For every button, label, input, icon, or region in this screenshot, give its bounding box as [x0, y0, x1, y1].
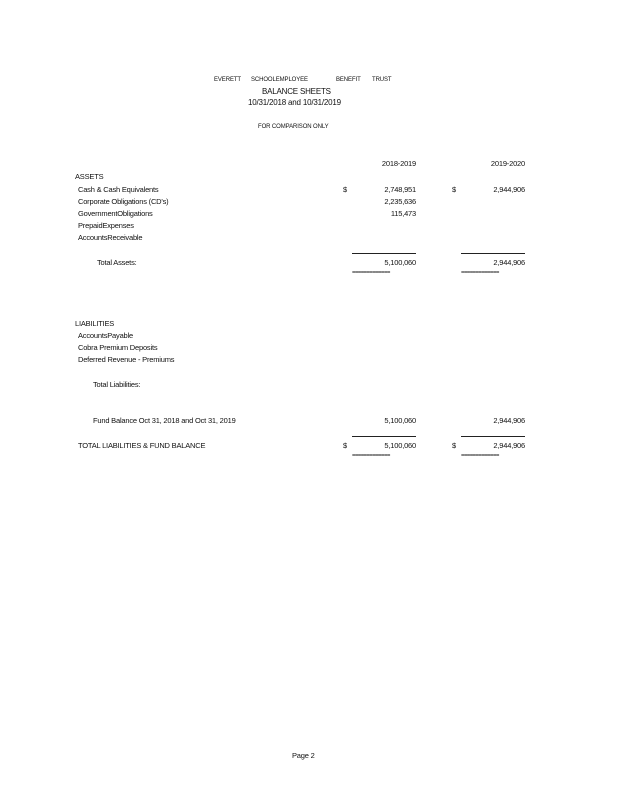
total-assets-2018: 5,100,060	[384, 258, 416, 267]
asset-row-value-2018: 2,235,636	[384, 197, 416, 206]
double-underline: =============	[352, 270, 390, 276]
fund-balance-label: Fund Balance Oct 31, 2018 and Oct 31, 2019	[93, 416, 236, 425]
double-underline: =============	[352, 453, 390, 459]
period-line: 10/31/2018 and 10/31/2019	[248, 98, 341, 107]
asset-row-label: AccountsReceivable	[78, 233, 143, 242]
asset-row-value-2018: 115,473	[390, 209, 416, 218]
subtotal-rule	[352, 253, 416, 254]
org-name-part-1: EVERETT	[214, 77, 241, 83]
currency-symbol: $	[452, 441, 456, 450]
grand-total-2019: 2,944,906	[493, 441, 525, 450]
double-underline: =============	[461, 270, 499, 276]
liability-row-label: AccountsPayable	[78, 331, 133, 340]
grand-total-2018: 5,100,060	[384, 441, 416, 450]
comparison-note: FOR COMPARISON ONLY	[258, 124, 329, 130]
currency-symbol: $	[343, 185, 347, 194]
column-heading-2018-2019: 2018-2019	[381, 159, 416, 168]
asset-row-value-2019: 2,944,906	[493, 185, 525, 194]
fund-balance-2019: 2,944,906	[493, 416, 525, 425]
fund-balance-2018: 5,100,060	[384, 416, 416, 425]
grand-total-label: TOTAL LIABILITIES & FUND BALANCE	[78, 441, 206, 450]
org-name-part-3: BENEFIT	[336, 77, 361, 83]
currency-symbol: $	[343, 441, 347, 450]
liability-row-label: Cobra Premium Deposits	[78, 343, 158, 352]
asset-row-value-2018: 2,748,951	[384, 185, 416, 194]
total-assets-label: Total Assets:	[97, 258, 137, 267]
page-number: Page 2	[292, 751, 315, 760]
subtotal-rule	[461, 436, 525, 437]
double-underline: =============	[461, 453, 499, 459]
liability-row-label: Deferred Revenue - Premiums	[78, 355, 175, 364]
total-assets-2019: 2,944,906	[493, 258, 525, 267]
org-name-part-2: SCHOOLEMPLOYEE	[251, 77, 308, 83]
asset-row-label: Cash & Cash Equivalents	[78, 185, 159, 194]
total-liabilities-label: Total Liabilities:	[93, 380, 141, 389]
asset-row-label: Corporate Obligations (CD's)	[78, 197, 169, 206]
asset-row-label: GovernmentObligations	[78, 209, 153, 218]
org-name-part-4: TRUST	[372, 77, 392, 83]
subtotal-rule	[352, 436, 416, 437]
liabilities-heading: LIABILITIES	[75, 319, 115, 328]
column-heading-2019-2020: 2019-2020	[490, 159, 525, 168]
assets-heading: ASSETS	[75, 172, 104, 181]
asset-row-label: PrepaidExpenses	[78, 221, 134, 230]
subtotal-rule	[461, 253, 525, 254]
currency-symbol: $	[452, 185, 456, 194]
document-title: BALANCE SHEETS	[262, 87, 331, 96]
